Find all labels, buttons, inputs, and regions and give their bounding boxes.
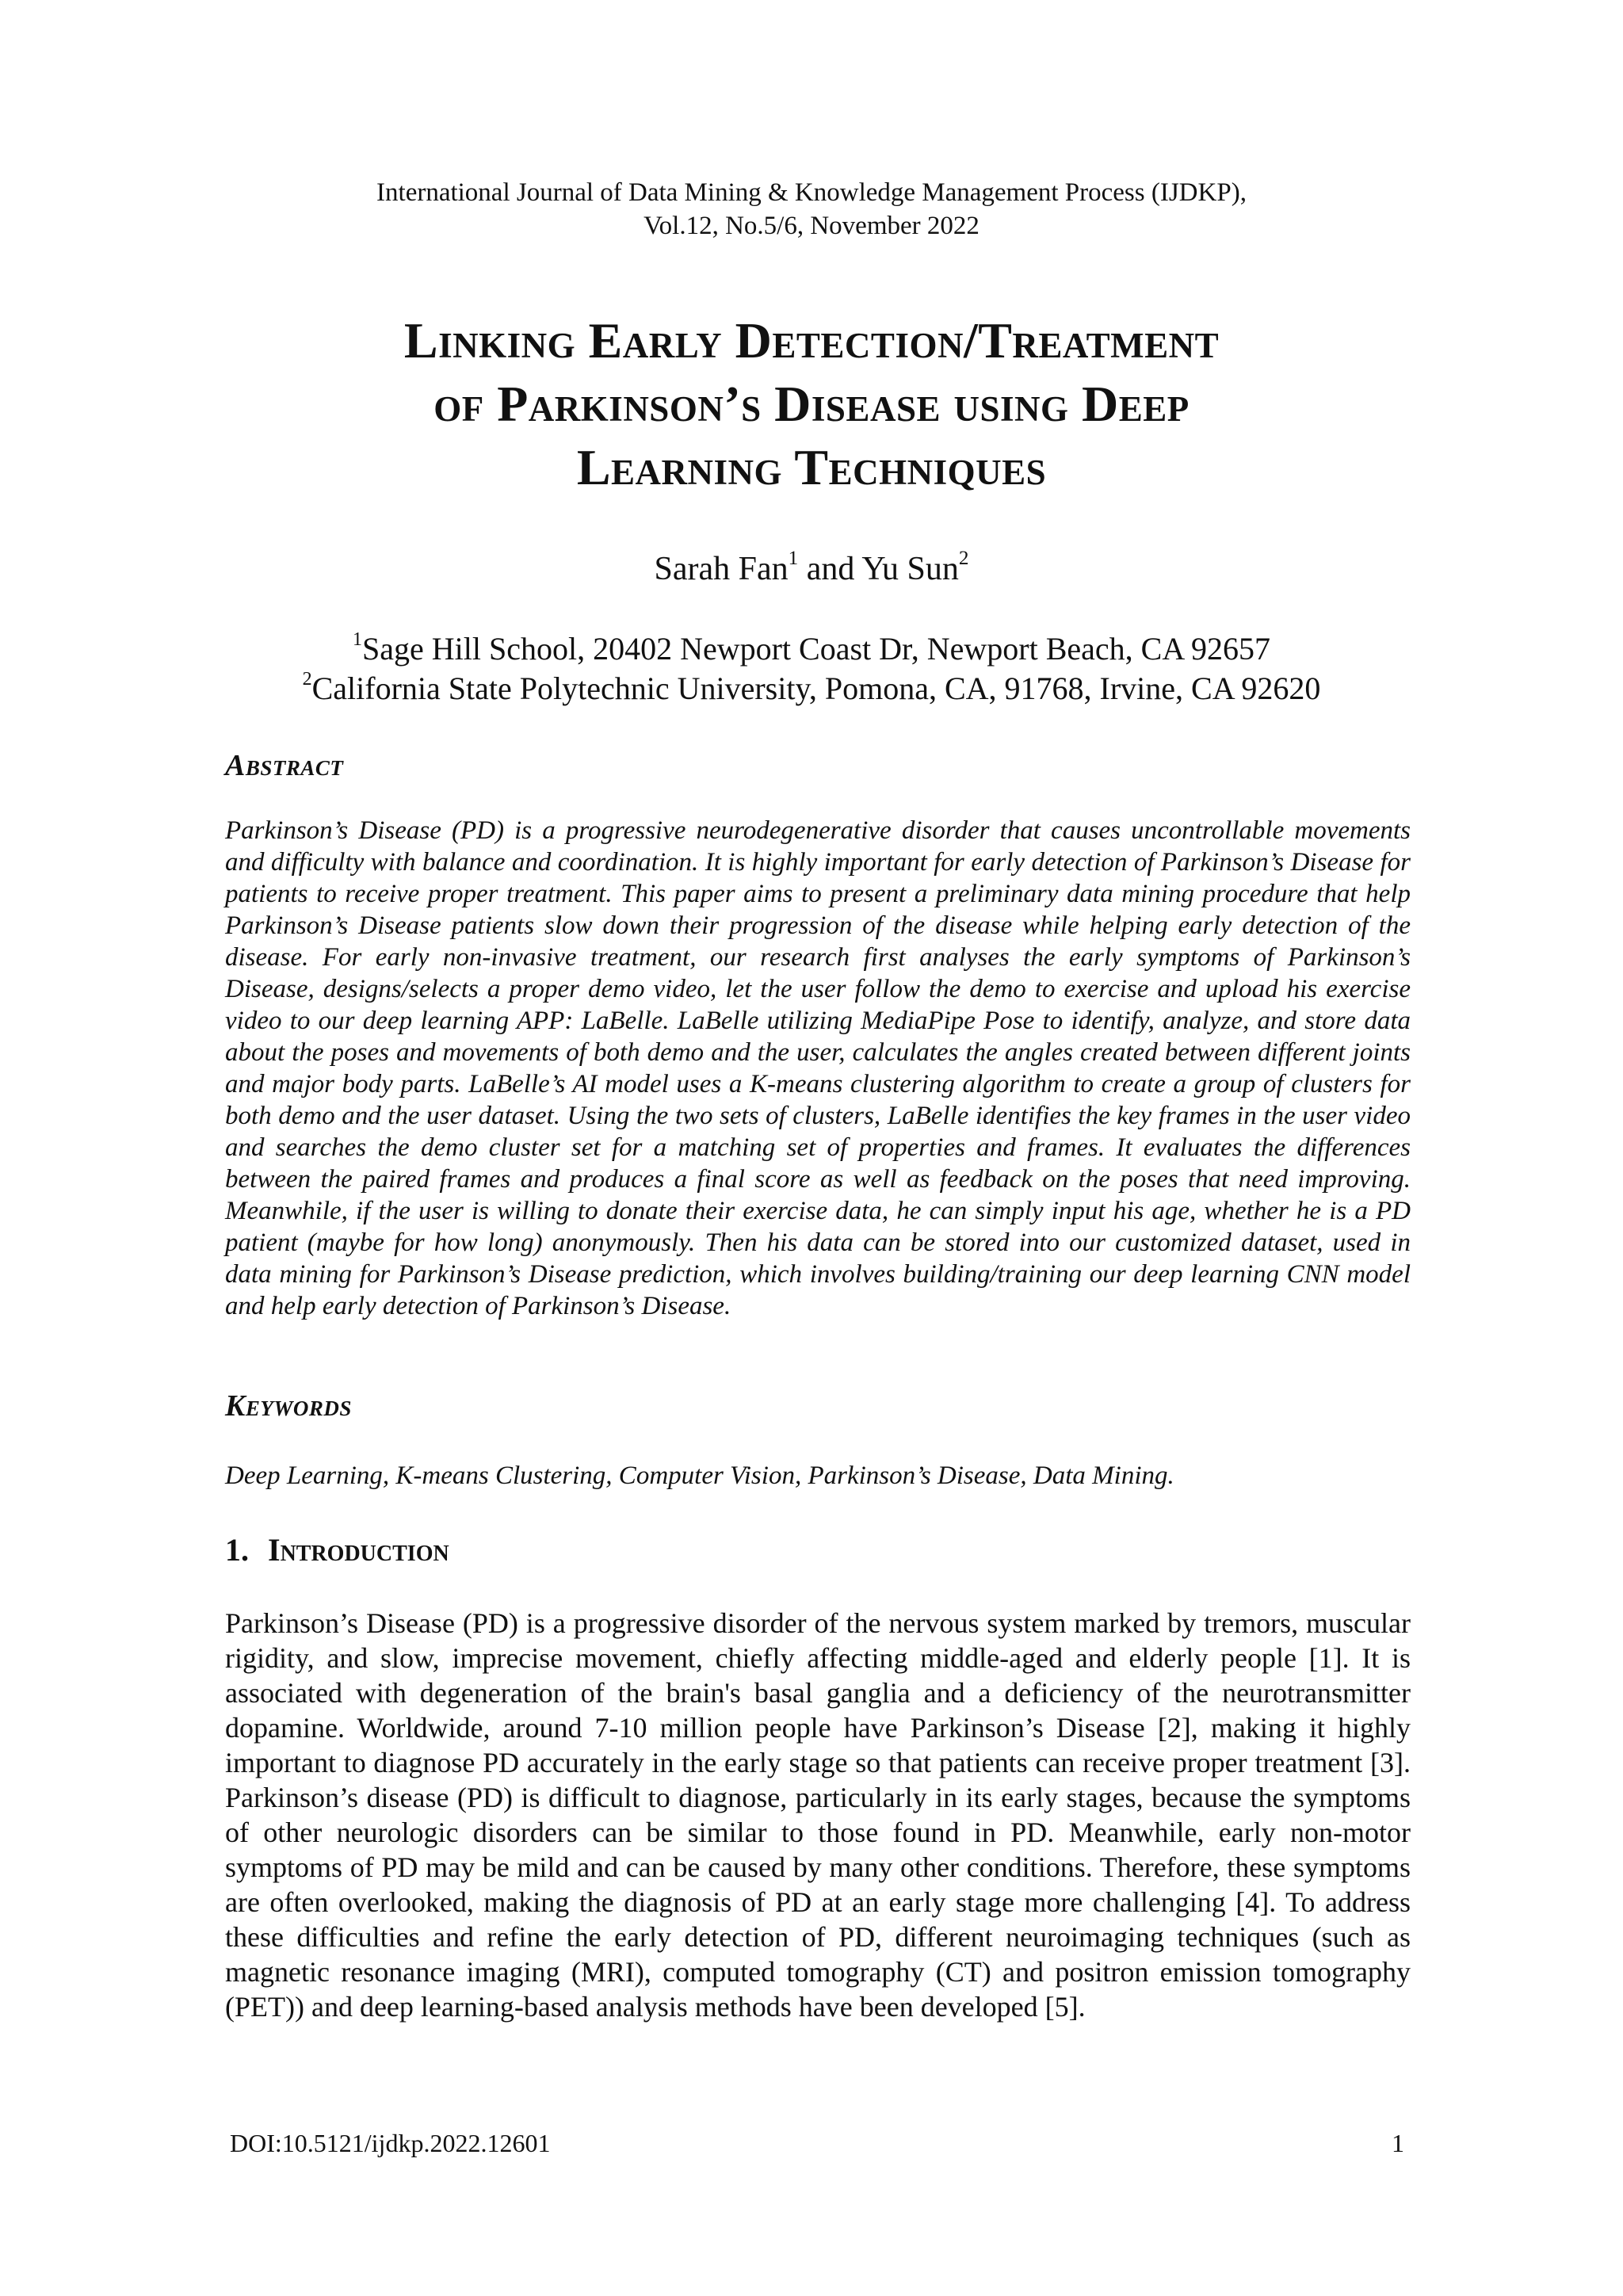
affiliation: [0, 629, 1623, 669]
affiliation-marker: 2: [302, 669, 312, 690]
section-title: Introduction: [268, 1532, 449, 1568]
introduction-body: Parkinson’s Disease (PD) is a progressive disorder of the nervous system marked by tremors, muscular rigidity, and slow, imprecise movement, chiefly affecting middle-aged and elderly people [1]. It is associated with degeneration of the brain's basal ganglia and a deficiency of the neurotransmitter dopamine. Worldwide, around 7-10 million people have Parkinson’s Disease [2], making it highly important to diagnose PD accurately in the early stage so that patients can receive proper treatment [3]. Parkinson’s disease (PD) is difficult to diagnose, particularly in its early stages, because the symptoms of other neurologic disorders can be similar to those found in PD. Meanwhile, early non-motor symptoms of PD may be mild and can be caused by many other conditions. Therefore, these symptoms are often overlooked, making the diagnosis of PD at an early stage more challenging [4]. To address these difficulties and refine the early detection of PD, different neuroimaging techniques (such as magnetic resonance imaging (MRI), computed tomography (CT) and positron emission tomography (PET)) and deep learning-based analysis methods have been developed [5].: [225, 1607, 1411, 2023]
author-affiliation-marker: 1: [788, 548, 799, 570]
paper-title: [0, 309, 1623, 499]
abstract-body: Parkinson’s Disease (PD) is a progressive neurodegenerative disorder that causes uncontrollable movements and difficulty with balance and coordination. It is highly important for early detection of Parkinson’s Disease for patients to receive proper treatment. This paper aims to present a preliminary data mining procedure that help Parkinson’s Disease patients slow down their progression of the disease while helping early detection of the disease. For early non-invasive treatment, our research first analyses the early symptoms of Parkinson’s Disease, designs/selects a proper demo video, let the user follow the demo to exercise and upload his exercise video to our deep learning APP: LaBelle. LaBelle utilizing MediaPipe Pose to identify, analyze, and store data about the poses and movements of both demo and the user, calculates the angles created between different joints and major body parts. LaBelle’s AI model uses a K-means clustering algorithm to create a group of clusters for both demo and the user dataset. Using the two sets of clusters, LaBelle identifies the key frames in the user video and searches the demo cluster set for a matching set of properties and frames. It evaluates the differences between the paired frames and produces a final score as well as feedback on the poses that need improving. Meanwhile, if the user is willing to donate their exercise data, he can simply input his age, whether he is a PD patient (maybe for how long) anonymously. Then his data can be stored into our customized dataset, used in data mining for Parkinson’s Disease prediction, which involves building/training our deep learning CNN model and help early detection of Parkinson’s Disease.: [225, 816, 1411, 1320]
affiliation-list: [0, 629, 1623, 709]
author-name: Yu Sun: [861, 551, 959, 587]
doi-footer[interactable]: DOI:10.5121/ijdkp.2022.12601: [230, 2129, 551, 2157]
affiliation-text: Sage Hill School, 20402 Newport Coast Dr, Newport Beach, CA 92657: [361, 631, 1271, 667]
author-connector: and: [798, 551, 862, 587]
affiliation: [0, 669, 1623, 709]
affiliation-marker: 1: [352, 629, 362, 651]
journal-name-line: International Journal of Data Mining & Knowledge Management Process (IJDKP),: [376, 178, 1247, 207]
title-line-2: of Parkinson’s Disease using Deep: [433, 376, 1190, 432]
affiliation-text: California State Polytechnic University, Pomona, CA, 91768, Irvine, CA 92620: [311, 670, 1321, 706]
page-number: 1: [1392, 2129, 1404, 2157]
author-name: Sarah Fan: [654, 551, 789, 587]
title-line-3: Learning Techniques: [576, 439, 1047, 495]
keywords-heading: Keywords: [225, 1389, 352, 1423]
author-affiliation-marker: 2: [958, 548, 969, 570]
title-line-1: Linking Early Detection/Treatment: [403, 312, 1220, 369]
keywords-list: Deep Learning, K-means Clustering, Computer Vision, Parkinson’s Disease, Data Mining.: [225, 1461, 1174, 1490]
running-header: [0, 176, 1623, 243]
section-number: 1.: [225, 1532, 249, 1568]
abstract-heading: Abstract: [225, 749, 344, 782]
author-list: [0, 548, 1623, 590]
journal-volume-line: Vol.12, No.5/6, November 2022: [643, 212, 980, 240]
section-heading-introduction: [225, 1531, 449, 1568]
